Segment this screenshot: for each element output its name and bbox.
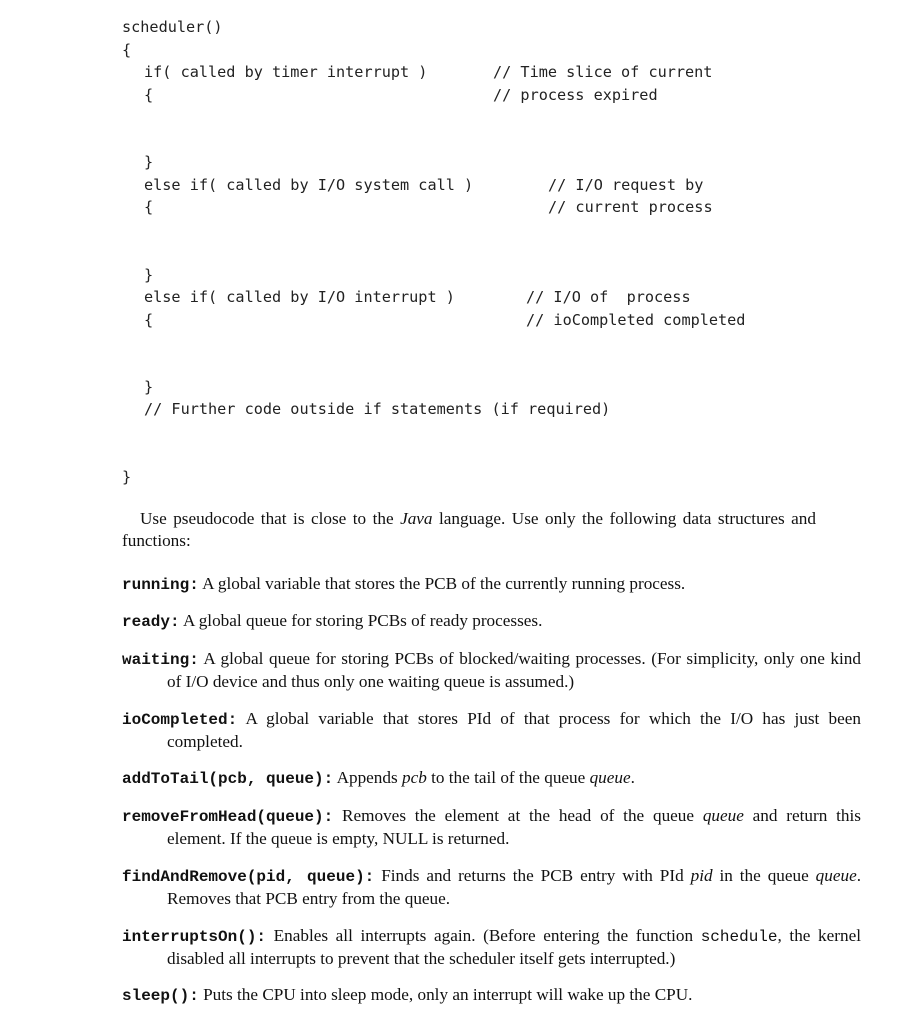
intro-paragraph: Use pseudocode that is close to the Java language. Use only the following data structures and functions: <box>122 509 816 550</box>
code-brace-close-2: } <box>144 266 154 284</box>
code-brace-open-1: { <box>144 86 154 104</box>
code-brace-close-3: } <box>144 378 154 396</box>
def-removefromhead: removeFromHead(queue): Removes the element at the head of the queue queue and return this element. If the queue is empty, NULL is returned. <box>122 806 861 848</box>
code-comment-timer-2: // process expired <box>493 86 658 104</box>
def-findandremove: findAndRemove(pid, queue): Finds and returns the PCB entry with PId pid in the queue queue. Removes that PCB entry from the queue. <box>122 866 862 908</box>
code-comment-syscall-1: // I/O request by <box>548 176 704 194</box>
def-term: removeFromHead(queue): <box>122 808 334 826</box>
code-brace-close-1: } <box>144 153 154 171</box>
code-function-header: scheduler() <box>122 18 223 36</box>
def-term: interruptsOn(): <box>122 928 267 946</box>
def-interruptson: interruptsOn(): Enables all interrupts again. (Before entering the function schedule, the kernel disabled all interrupts to prevent that the scheduler itself gets interrupted.) <box>122 926 861 968</box>
code-elseif-syscall: else if( called by I/O system call ) <box>144 176 474 194</box>
code-if-timer: if( called by timer interrupt ) <box>144 63 428 81</box>
def-running: running: A global variable that stores the PCB of the currently running process. <box>122 574 686 594</box>
def-term: addToTail(pcb, queue): <box>122 770 334 788</box>
code-comment-io-1: // I/O of process <box>526 288 691 306</box>
def-term: running: <box>122 576 199 594</box>
code-comment-io-2: // ioCompleted completed <box>526 311 746 329</box>
def-term: findAndRemove(pid, queue): <box>122 868 375 886</box>
def-term: ioCompleted: <box>122 711 238 729</box>
def-term: ready: <box>122 613 180 631</box>
code-close-brace: } <box>122 468 132 486</box>
code-comment-timer-1: // Time slice of current <box>493 63 713 81</box>
code-elseif-io-interrupt: else if( called by I/O interrupt ) <box>144 288 455 306</box>
code-open-brace: { <box>122 41 132 59</box>
def-term: sleep(): <box>122 987 199 1005</box>
def-sleep: sleep(): Puts the CPU into sleep mode, only an interrupt will wake up the CPU. <box>122 985 693 1005</box>
def-iocompleted: ioCompleted: A global variable that stores PId of that process for which the I/O has just been completed. <box>122 709 861 751</box>
code-comment-further: // Further code outside if statements (if required) <box>144 400 611 418</box>
def-ready: ready: A global queue for storing PCBs of ready processes. <box>122 611 543 631</box>
code-comment-syscall-2: // current process <box>548 198 713 216</box>
def-term: waiting: <box>122 651 199 669</box>
def-addtotail: addToTail(pcb, queue): Appends pcb to the tail of the queue queue. <box>122 768 635 788</box>
code-brace-open-3: { <box>144 311 154 329</box>
def-waiting: waiting: A global queue for storing PCBs of blocked/waiting processes. (For simplicity, only one kind of I/O device and thus only one waiting queue is assumed.) <box>122 649 861 691</box>
code-brace-open-2: { <box>144 198 154 216</box>
